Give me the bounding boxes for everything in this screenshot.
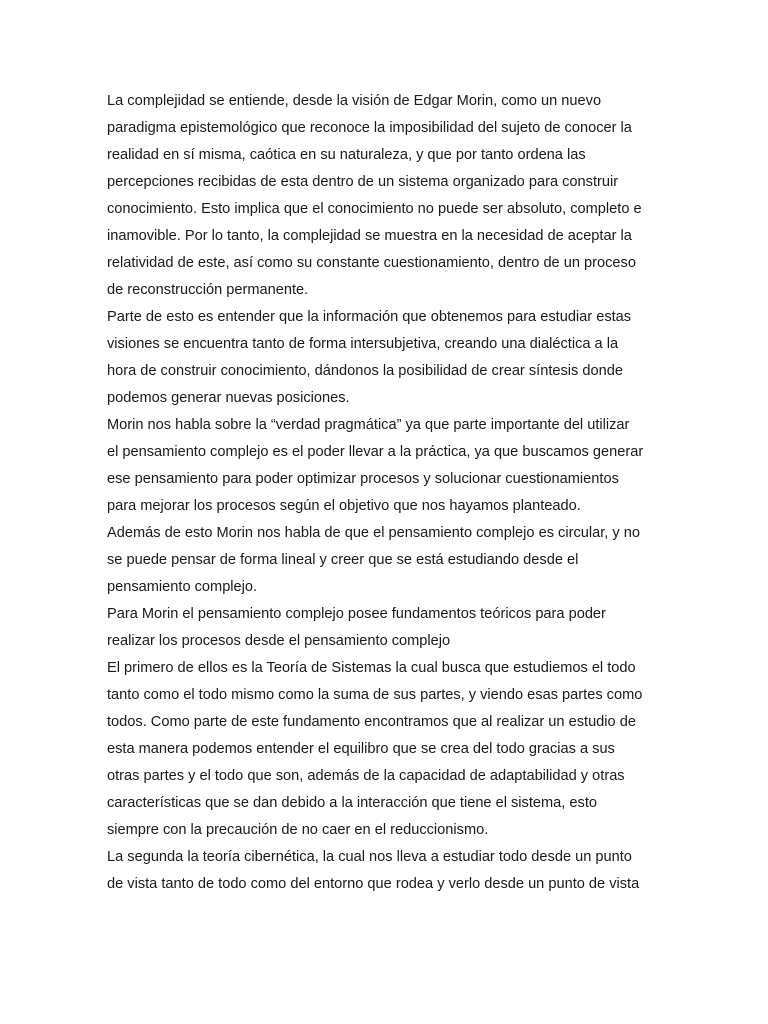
text-line: Morin nos habla sobre la “verdad pragmática” ya que parte importante del utilizar [107,417,630,433]
text-line: de reconstrucción permanente. [107,282,309,298]
text-line: esta manera podemos entender el equilibro que se crea del todo gracias a sus [107,741,615,757]
text-line: El primero de ellos es la Teoría de Sistemas la cual busca que estudiemos el todo [107,660,636,676]
text-line: pensamiento complejo. [107,579,258,595]
text-line: podemos generar nuevas posiciones. [107,390,350,406]
text-line: todos. Como parte de este fundamento encontramos que al realizar un estudio de [107,714,636,730]
text-line: inamovible. Por lo tanto, la complejidad se muestra en la necesidad de aceptar la [107,228,632,244]
text-line: se puede pensar de forma lineal y creer que se está estudiando desde el [107,552,579,568]
text-line: conocimiento. Esto implica que el conocimiento no puede ser absoluto, completo e [107,201,642,217]
text-line: La complejidad se entiende, desde la visión de Edgar Morin, como un nuevo [107,93,602,109]
text-line: hora de construir conocimiento, dándonos la posibilidad de crear síntesis donde [107,363,623,379]
text-line: para mejorar los procesos según el objetivo que nos hayamos planteado. [107,498,581,514]
text-line: ese pensamiento para poder optimizar procesos y solucionar cuestionamientos [107,471,619,487]
text-line: de vista tanto de todo como del entorno que rodea y verlo desde un punto de vista [107,876,640,892]
text-line: realidad en sí misma, caótica en su naturaleza, y que por tanto ordena las [107,147,586,163]
text-line: paradigma epistemológico que reconoce la imposibilidad del sujeto de conocer la [107,120,632,136]
text-line: siempre con la precaución de no caer en el reduccionismo. [107,822,489,838]
text-line: realizar los procesos desde el pensamiento complejo [107,633,451,649]
text-line: Para Morin el pensamiento complejo posee fundamentos teóricos para poder [107,606,606,622]
text-line: el pensamiento complejo es el poder llevar a la práctica, ya que buscamos generar [107,444,644,460]
text-line: otras partes y el todo que son, además de la capacidad de adaptabilidad y otras [107,768,625,784]
text-line: visiones se encuentra tanto de forma intersubjetiva, creando una dialéctica a la [107,336,619,352]
text-line: Parte de esto es entender que la información que obtenemos para estudiar estas [107,309,632,325]
text-line: percepciones recibidas de esta dentro de un sistema organizado para construir [107,174,619,190]
text-line: tanto como el todo mismo como la suma de sus partes, y viendo esas partes como [107,687,643,703]
text-line: características que se dan debido a la interacción que tiene el sistema, esto [107,795,597,811]
text-line: relatividad de este, así como su constante cuestionamiento, dentro de un proceso [107,255,636,271]
text-line: La segunda la teoría cibernética, la cual nos lleva a estudiar todo desde un punto [107,849,632,865]
document-body [107,88,667,898]
text-line: Además de esto Morin nos habla de que el pensamiento complejo es circular, y no [107,525,640,541]
